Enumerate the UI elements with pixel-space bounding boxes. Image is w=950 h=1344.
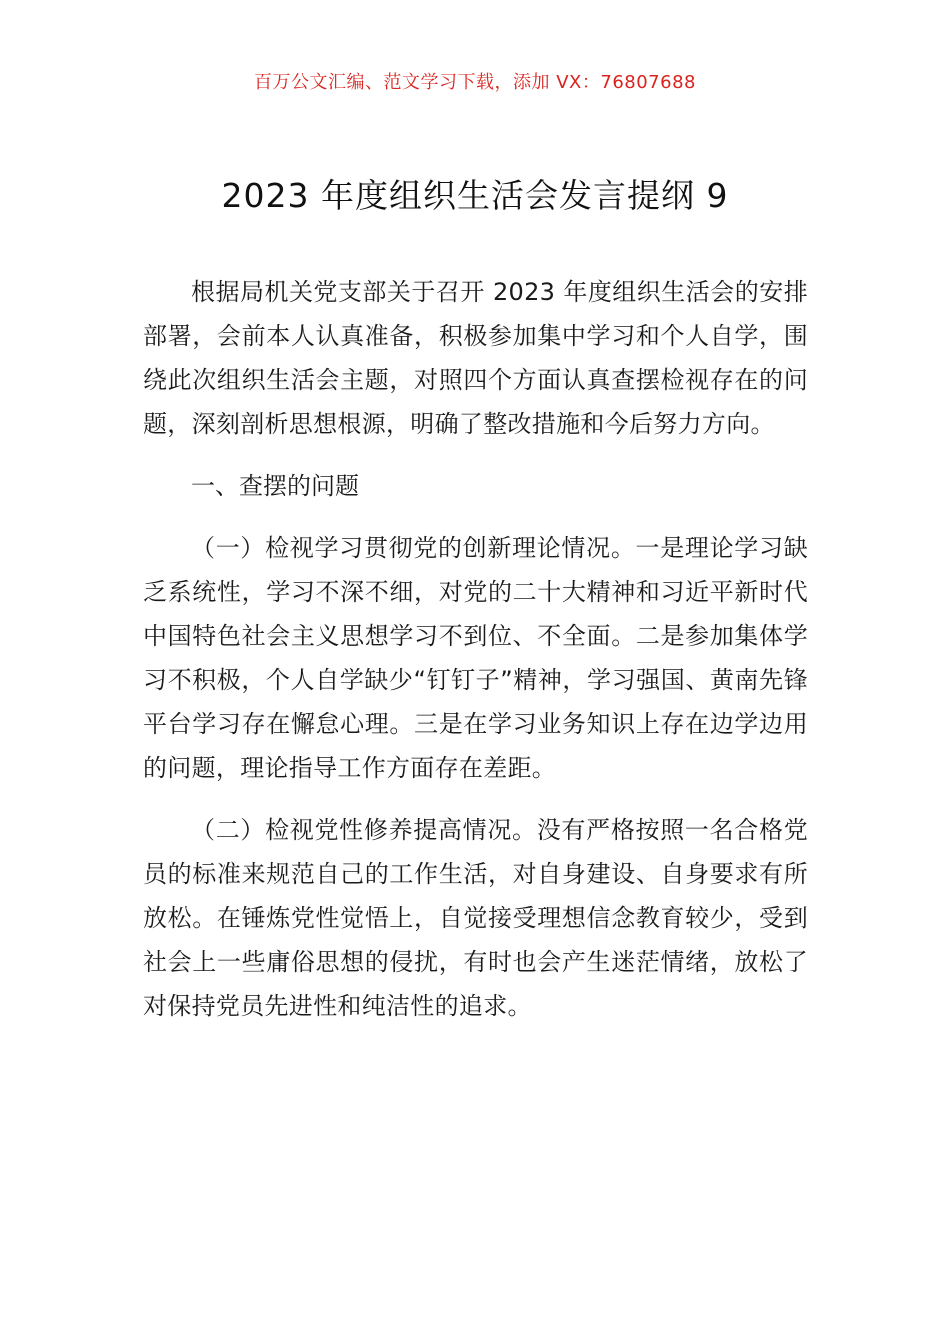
document-body xyxy=(143,270,808,1046)
intro-paragraph: 根据局机关党支部关于召开 2023 年度组织生活会的安排部署，会前本人认真准备，积极参加集中学习和个人自学，围绕此次组织生活会主题，对照四个方面认真查摆检视存在的问题，深刻剖析思想根源，明确了整改措施和今后努力方向。 xyxy=(143,278,808,438)
document-title: 2023 年度组织生活会发言提纲 9 xyxy=(221,176,729,215)
problem-item-2: （二）检视党性修养提高情况。没有严格按照一名合格党员的标准来规范自己的工作生活，对自身建设、自身要求有所放松。在锤炼党性觉悟上，自觉接受理想信念教育较少，受到社会上一些庸俗思想的侵扰，有时也会产生迷茫情绪，放松了对保持党员先进性和纯洁性的追求。 xyxy=(143,816,808,1020)
section-heading-problems: 一、查摆的问题 xyxy=(191,472,359,500)
problem-item-1: （一）检视学习贯彻党的创新理论情况。一是理论学习缺乏系统性，学习不深不细，对党的二十大精神和习近平新时代中国特色社会主义思想学习不到位、不全面。二是参加集体学习不积极，个人自学缺少“钉钉子”精神，学习强国、黄南先锋平台学习存在懈怠心理。三是在学习业务知识上存在边学边用的问题，理论指导工作方面存在差距。 xyxy=(143,534,808,782)
header-watermark-note: 百万公文汇编、范文学习下载，添加 VX：76807688 xyxy=(254,72,696,93)
